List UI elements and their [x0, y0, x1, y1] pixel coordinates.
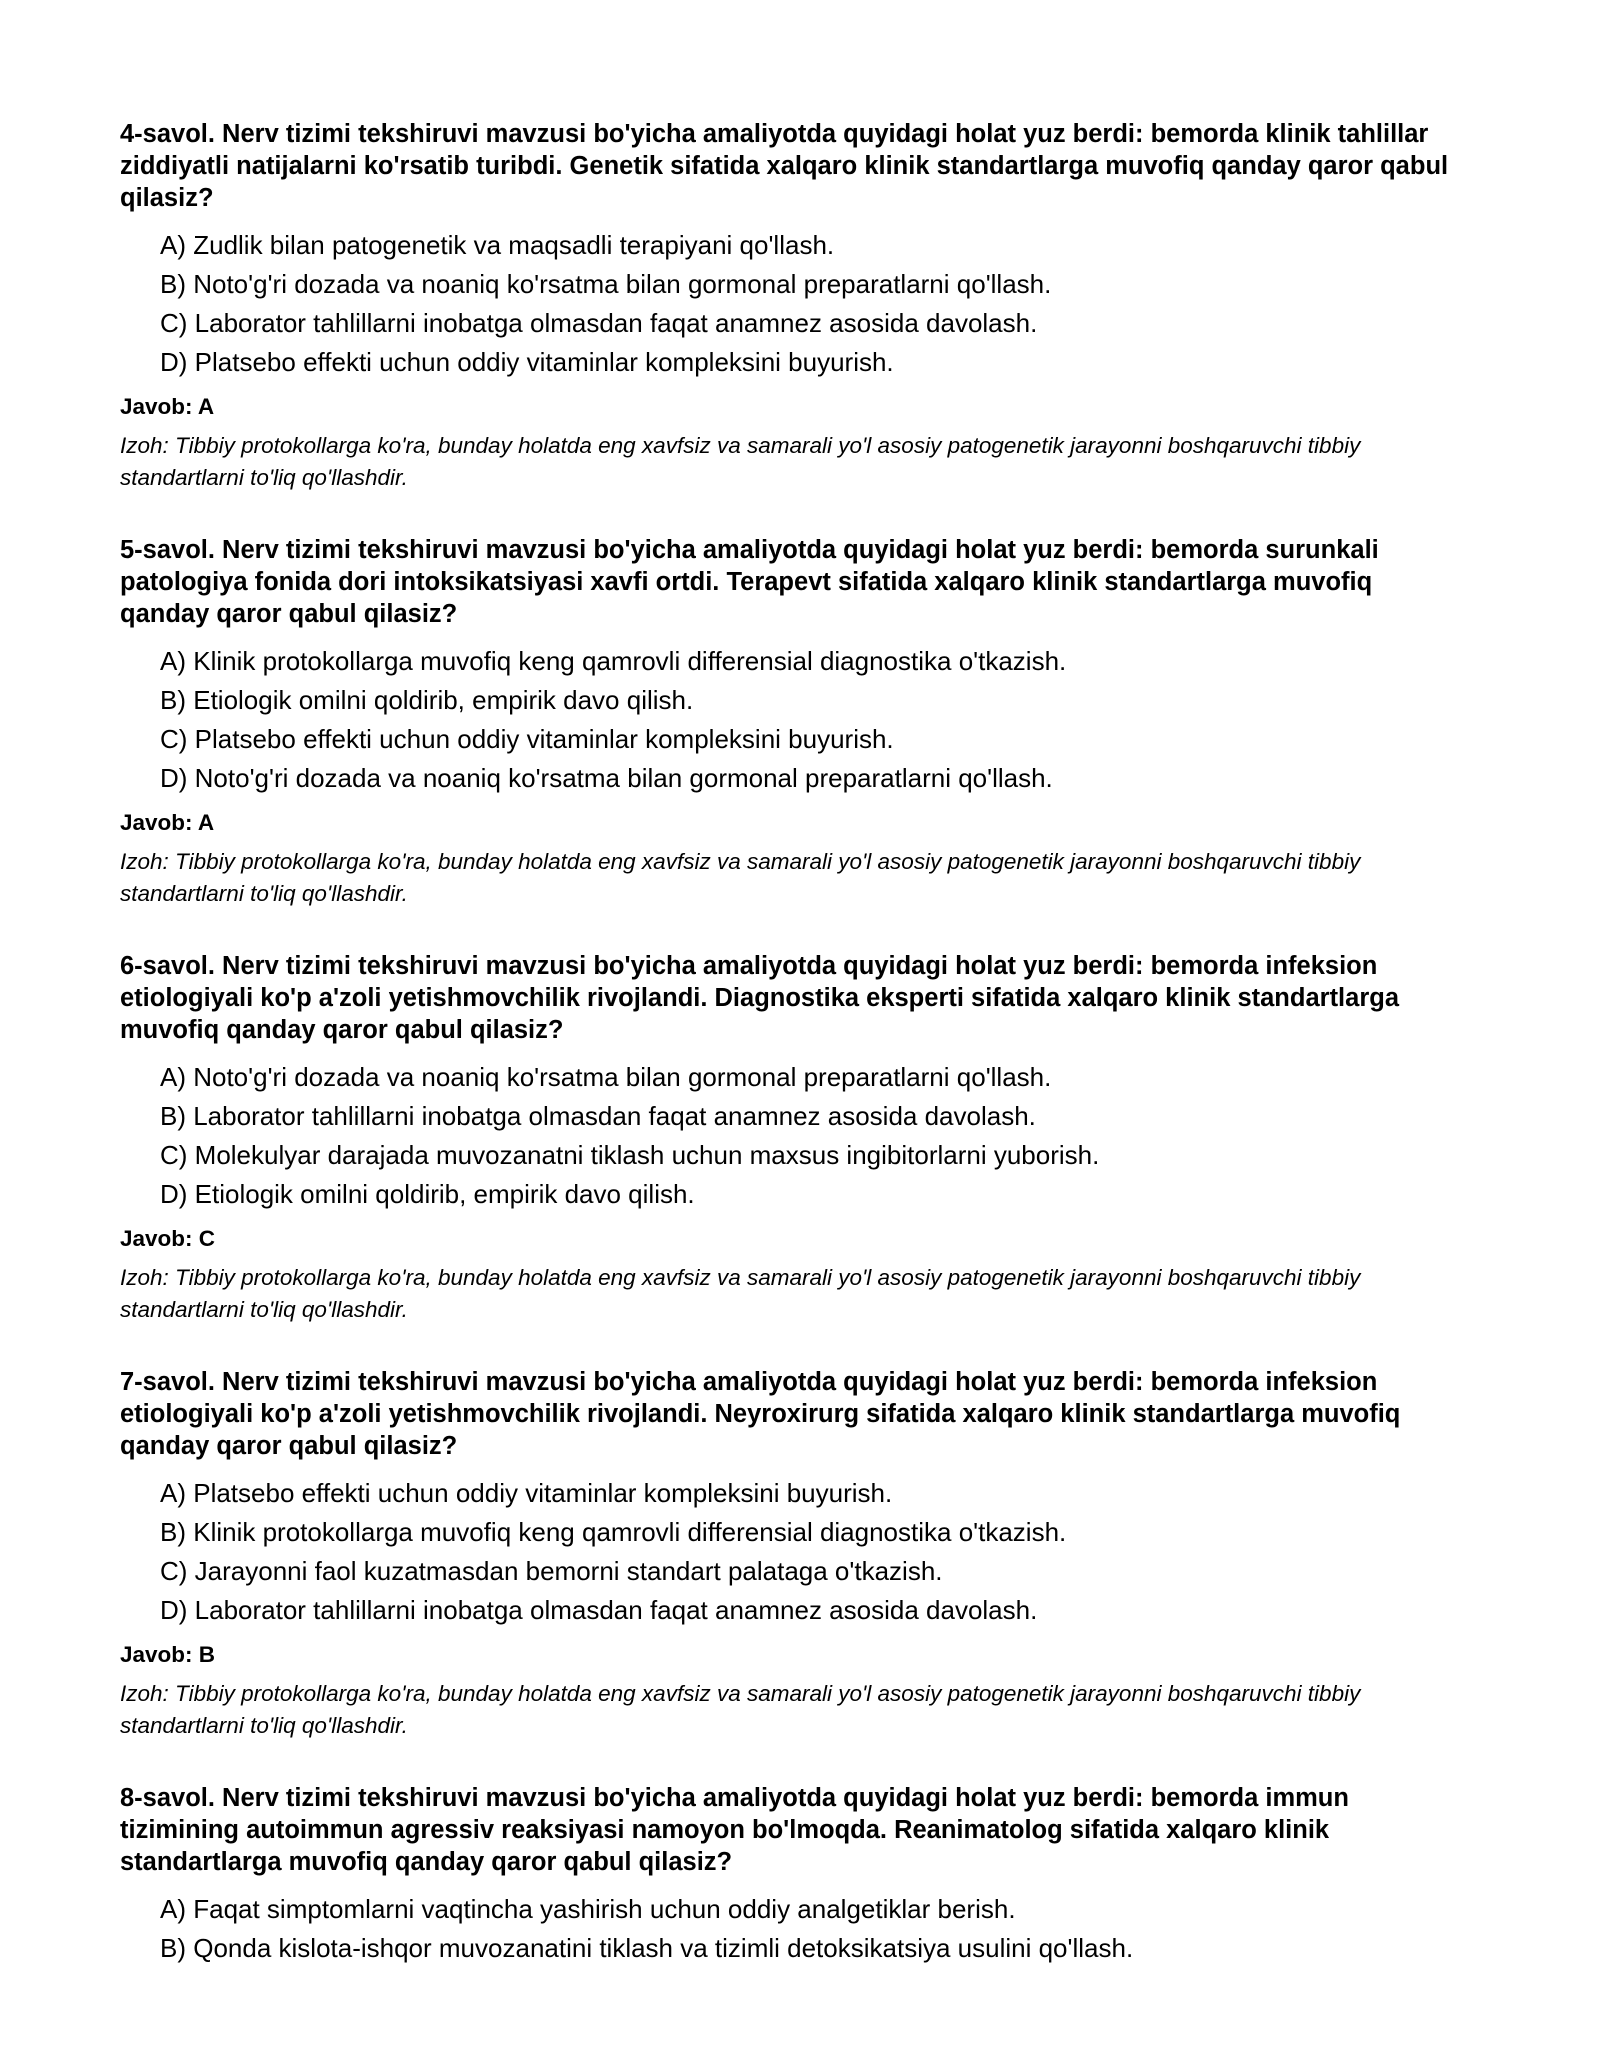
question-7	[120, 1366, 1450, 1742]
option-b: B) Noto'g'ri dozada va noaniq ko'rsatma bilan gormonal preparatlarni qo'llash.	[160, 269, 1052, 299]
option-b: B) Laborator tahlillarni inobatga olmasdan faqat anamnez asosida davolash.	[160, 1101, 1036, 1131]
options-list	[120, 1890, 1450, 1968]
options-list	[120, 1474, 1450, 1630]
option-d: D) Noto'g'ri dozada va noaniq ko'rsatma bilan gormonal preparatlarni qo'llash.	[160, 763, 1053, 793]
option-a: A) Klinik protokollarga muvofiq keng qamrovli differensial diagnostika o'tkazish.	[160, 646, 1067, 676]
option-c: C) Molekulyar darajada muvozanatni tiklash uchun maxsus ingibitorlarni yuborish.	[160, 1140, 1100, 1170]
option-d: D) Laborator tahlillarni inobatga olmasdan faqat anamnez asosida davolash.	[160, 1595, 1038, 1625]
options-list	[120, 1058, 1450, 1214]
options-list	[120, 642, 1450, 798]
explanation: Izoh: Tibbiy protokollarga ko'ra, bunday holatda eng xavfsiz va samarali yo'l asosiy patogenetik jarayonni boshqaruvchi tibbiy standartlarni to'liq qo'llashdir.	[120, 1265, 1361, 1322]
answer: Javob: B	[120, 1642, 216, 1667]
option-b: B) Etiologik omilni qoldirib, empirik davo qilish.	[160, 685, 694, 715]
answer: Javob: C	[120, 1226, 216, 1251]
question-5	[120, 534, 1450, 910]
question-6	[120, 950, 1450, 1326]
option-d: D) Platsebo effekti uchun oddiy vitaminlar kompleksini buyurish.	[160, 347, 894, 377]
option-a: A) Noto'g'ri dozada va noaniq ko'rsatma bilan gormonal preparatlarni qo'llash.	[160, 1062, 1052, 1092]
question-text: 8-savol. Nerv tizimi tekshiruvi mavzusi bo'yicha amaliyotda quyidagi holat yuz berdi: bemorda immun tizimining autoimmun agressiv reaksiyasi namoyon bo'lmoqda. Reanimatolog sifatida xalqaro klinik standartlarga muvofiq qanday qaror qabul qilasiz?	[120, 1784, 1349, 1876]
question-text: 4-savol. Nerv tizimi tekshiruvi mavzusi bo'yicha amaliyotda quyidagi holat yuz berdi: bemorda klinik tahlillar ziddiyatli natijalarni ko'rsatib turibdi. Genetik sifatida xalqaro klinik standartlarga muvofiq qanday qaror qabul qilasiz?	[120, 120, 1449, 212]
option-a: A) Faqat simptomlarni vaqtincha yashirish uchun oddiy analgetiklar berish.	[160, 1894, 1016, 1924]
answer: Javob: A	[120, 394, 215, 419]
question-text: 5-savol. Nerv tizimi tekshiruvi mavzusi bo'yicha amaliyotda quyidagi holat yuz berdi: bemorda surunkali patologiya fonida dori intoksikatsiyasi xavfi ortdi. Terapevt sifatida xalqaro klinik standartlarga muvofiq qanday qaror qabul qilasiz?	[120, 536, 1379, 628]
explanation: Izoh: Tibbiy protokollarga ko'ra, bunday holatda eng xavfsiz va samarali yo'l asosiy patogenetik jarayonni boshqaruvchi tibbiy standartlarni to'liq qo'llashdir.	[120, 433, 1361, 490]
question-8	[120, 1782, 1450, 1968]
explanation: Izoh: Tibbiy protokollarga ko'ra, bunday holatda eng xavfsiz va samarali yo'l asosiy patogenetik jarayonni boshqaruvchi tibbiy standartlarni to'liq qo'llashdir.	[120, 849, 1361, 906]
option-c: C) Laborator tahlillarni inobatga olmasdan faqat anamnez asosida davolash.	[160, 308, 1038, 338]
option-c: C) Platsebo effekti uchun oddiy vitaminlar kompleksini buyurish.	[160, 724, 894, 754]
question-text: 7-savol. Nerv tizimi tekshiruvi mavzusi bo'yicha amaliyotda quyidagi holat yuz berdi: bemorda infeksion etiologiyali ko'p a'zoli yetishmovchilik rivojlandi. Neyroxirurg sifatida xalqaro klinik standartlarga muvofiq qanday qaror qabul qilasiz?	[120, 1368, 1401, 1460]
option-a: A) Zudlik bilan patogenetik va maqsadli terapiyani qo'llash.	[160, 230, 835, 260]
option-b: B) Klinik protokollarga muvofiq keng qamrovli differensial diagnostika o'tkazish.	[160, 1517, 1067, 1547]
option-a: A) Platsebo effekti uchun oddiy vitaminlar kompleksini buyurish.	[160, 1478, 893, 1508]
document-page	[120, 118, 1450, 2008]
explanation: Izoh: Tibbiy protokollarga ko'ra, bunday holatda eng xavfsiz va samarali yo'l asosiy patogenetik jarayonni boshqaruvchi tibbiy standartlarni to'liq qo'llashdir.	[120, 1681, 1361, 1738]
answer: Javob: A	[120, 810, 215, 835]
option-c: C) Jarayonni faol kuzatmasdan bemorni standart palataga o'tkazish.	[160, 1556, 943, 1586]
question-4	[120, 118, 1450, 494]
option-b: B) Qonda kislota-ishqor muvozanatini tiklash va tizimli detoksikatsiya usulini qo'llash.	[160, 1933, 1134, 1963]
question-text: 6-savol. Nerv tizimi tekshiruvi mavzusi bo'yicha amaliyotda quyidagi holat yuz berdi: bemorda infeksion etiologiyali ko'p a'zoli yetishmovchilik rivojlandi. Diagnostika eksperti sifatida xalqaro klinik standartlarga muvofiq qanday qaror qabul qilasiz?	[120, 952, 1400, 1044]
options-list	[120, 226, 1450, 382]
option-d: D) Etiologik omilni qoldirib, empirik davo qilish.	[160, 1179, 695, 1209]
